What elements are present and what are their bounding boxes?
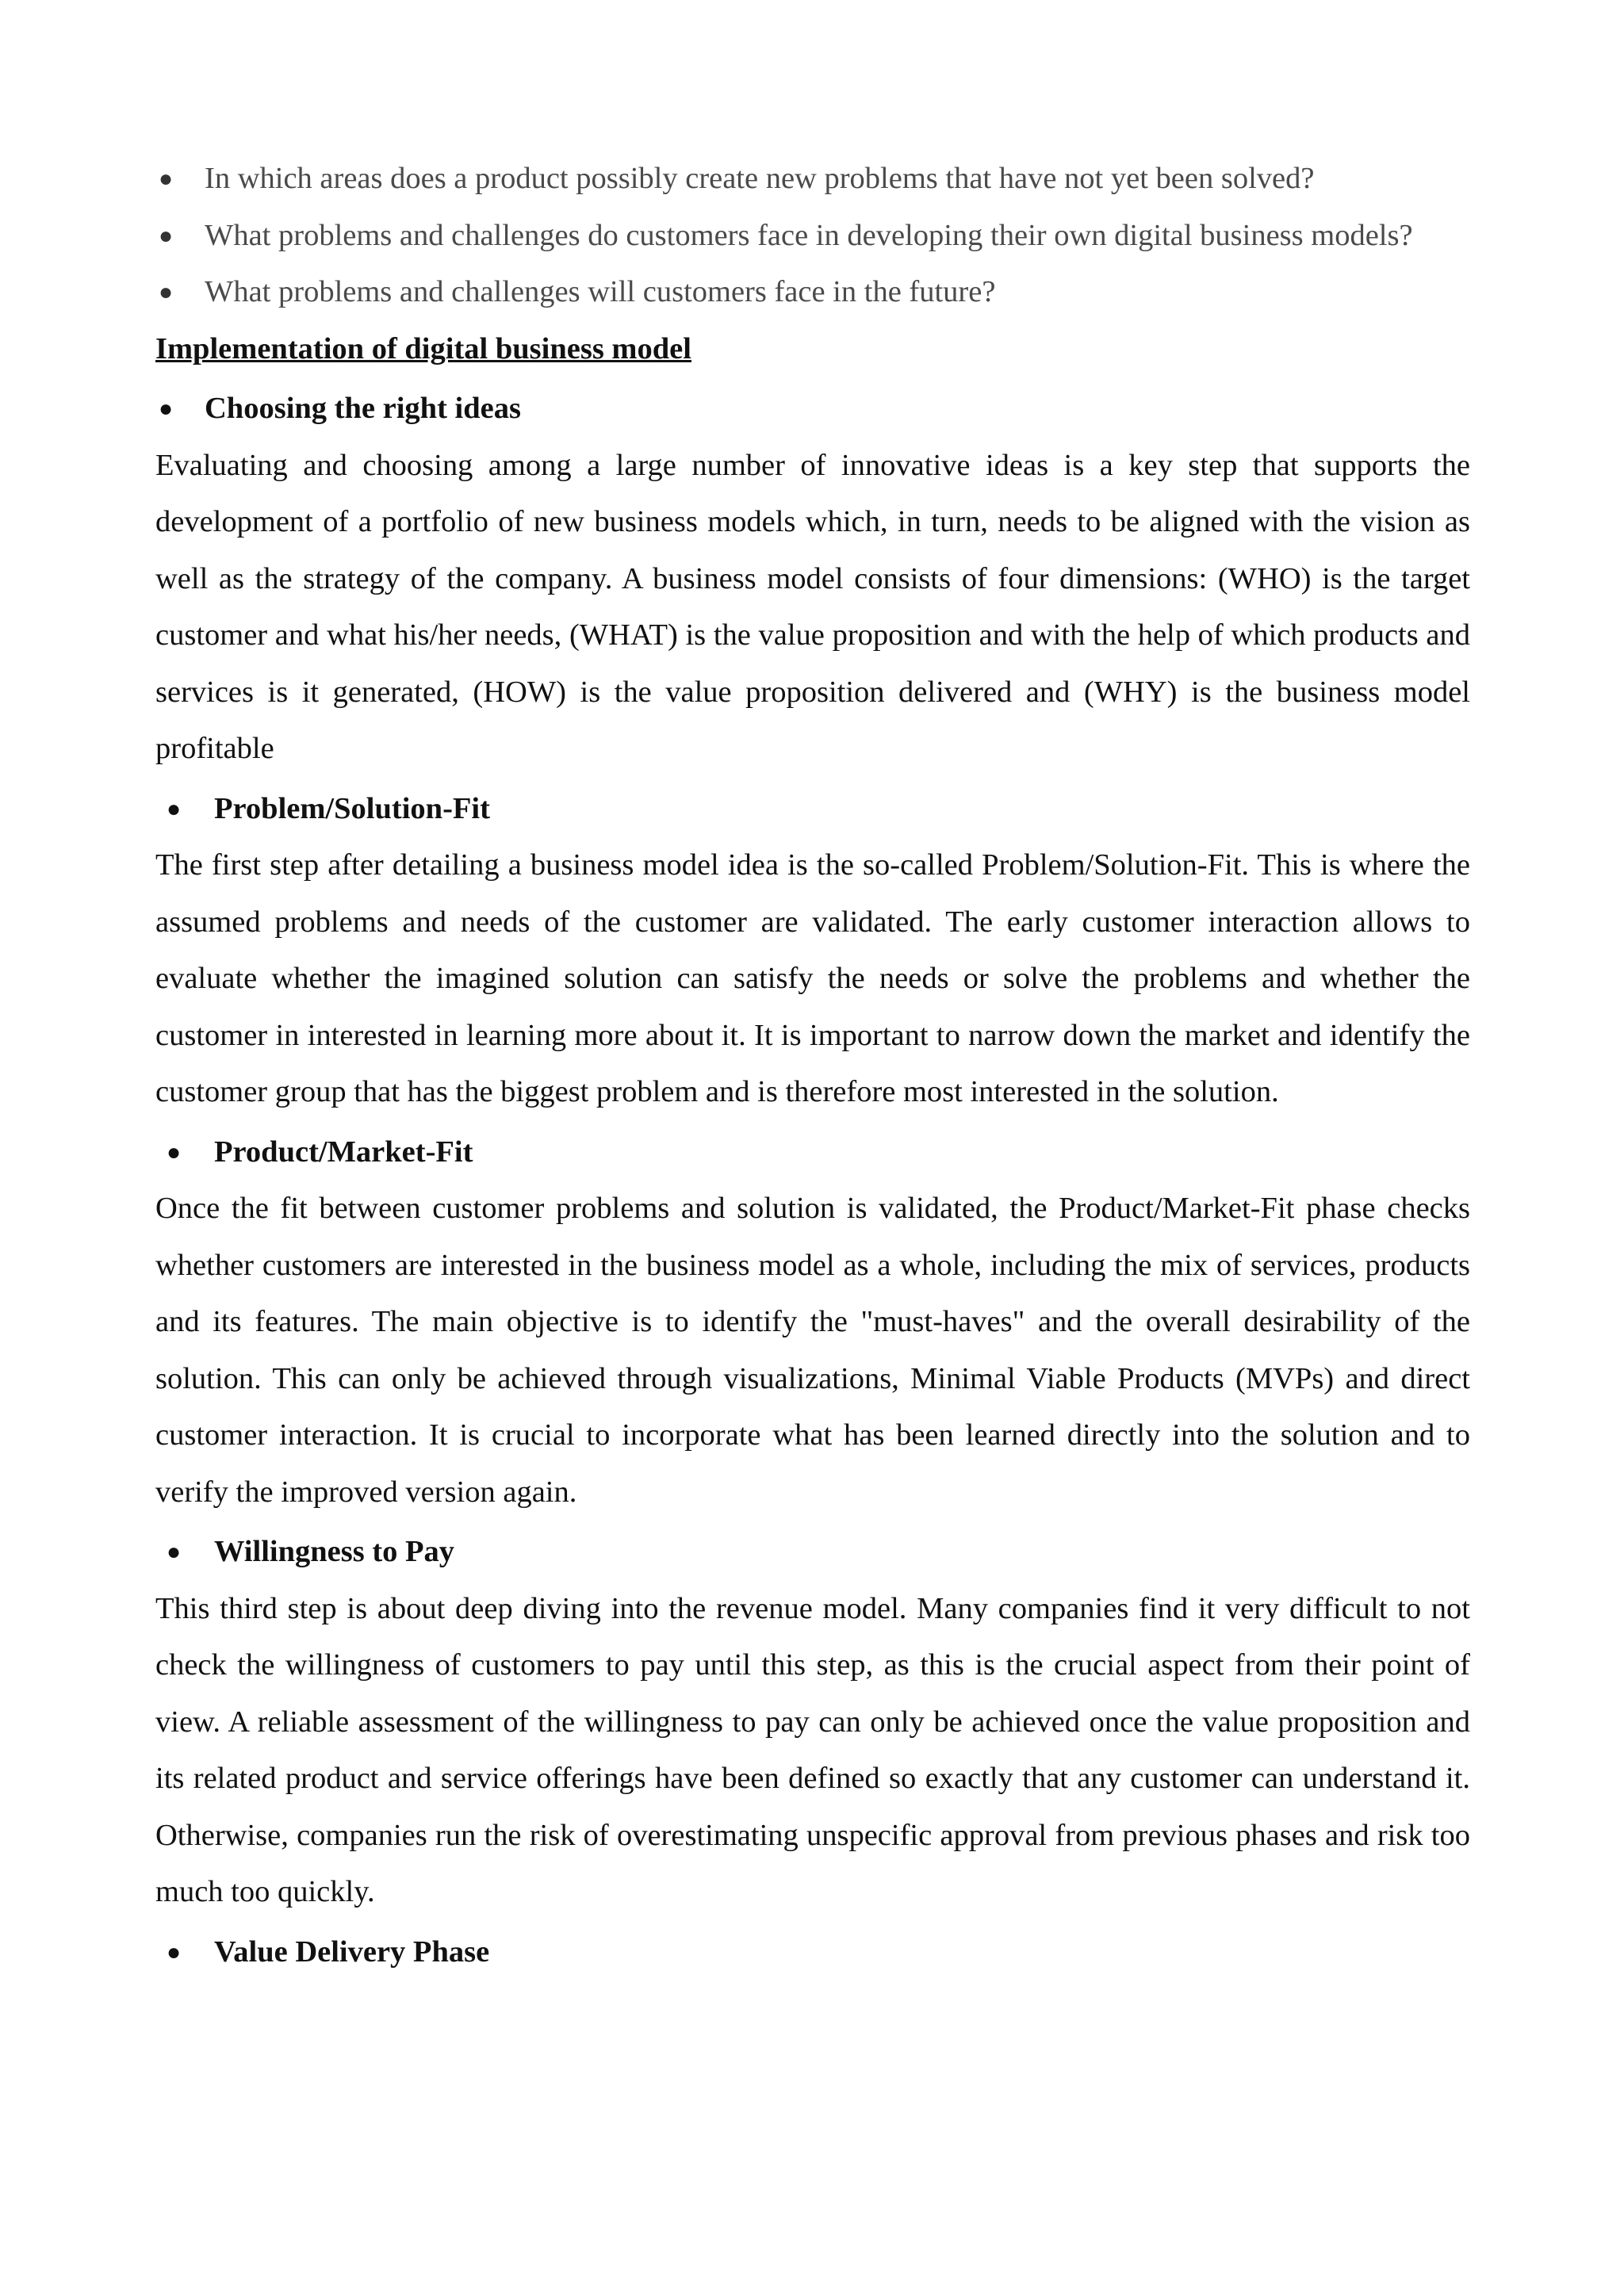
list-item: [155, 151, 1470, 208]
list-item: [155, 208, 1470, 265]
bullet-icon: ●: [167, 1539, 182, 1565]
bullet-icon: ●: [159, 222, 174, 249]
section-paragraph: Once the fit between customer problems and solution is validated, the Product/Market-Fit phase checks whether customers are interested in the business model as a whole, including the mix of services, products and its features. The main objective is to identify the "must-haves" and the overall desirability of the solution. This can only be achieved through visualizations, Minimal Viable Products (MVPs) and direct customer interaction. It is crucial to incorporate what has been learned directly into the solution and to verify the improved version again.: [155, 1192, 1470, 1509]
document-page: [155, 151, 1470, 1980]
problem-questions-list: [155, 151, 1470, 321]
section-heading: Implementation of digital business model: [155, 331, 691, 365]
bullet-icon: ●: [167, 795, 182, 822]
section-title-text: Choosing the right ideas: [205, 392, 521, 425]
list-item: [155, 264, 1470, 321]
bullet-icon: ●: [159, 166, 174, 192]
section-title: [155, 1524, 1470, 1581]
section-title: [155, 1924, 1470, 1981]
section-paragraph: The first step after detailing a business model idea is the so-called Problem/Solution-Fit. This is where the assumed problems and needs of the customer are validated. The early customer interaction allows to evaluate whether the imagined solution can satisfy the needs or solve the problems and whether the customer in interested in learning more about it. It is important to narrow down the market and identify the customer group that has the biggest problem and is therefore most interested in the solution.: [155, 848, 1470, 1108]
list-item-text: What problems and challenges will customers face in the future?: [205, 275, 996, 308]
bullet-icon: ●: [167, 1138, 182, 1165]
section-title: [155, 381, 1470, 438]
section-title: [155, 781, 1470, 838]
list-item-text: What problems and challenges do customers face in developing their own digital business models?: [205, 218, 1413, 252]
section-title-text: Problem/Solution-Fit: [214, 791, 490, 825]
section-title: [155, 1124, 1470, 1181]
section-title-text: Willingness to Pay: [214, 1535, 455, 1568]
bullet-icon: ●: [159, 279, 174, 305]
bullet-icon: ●: [167, 1938, 182, 1965]
bullet-icon: ●: [159, 396, 174, 422]
list-item-text: In which areas does a product possibly create new problems that have not yet been solved?: [205, 162, 1315, 195]
section-paragraph: This third step is about deep diving into the revenue model. Many companies find it very difficult to not check the willingness of customers to pay until this step, as this is the crucial aspect from their point of view. A reliable assessment of the willingness to pay can only be achieved once the value proposition and its related product and service offerings have been defined so exactly that any customer can understand it. Otherwise, companies run the risk of overestimating unspecific approval from previous phases and risk too much too quickly.: [155, 1591, 1470, 1908]
section-paragraph: Evaluating and choosing among a large number of innovative ideas is a key step that supports the development of a portfolio of new business models which, in turn, needs to be aligned with the vision as well as the strategy of the company. A business model consists of four dimensions: (WHO) is the target customer and what his/her needs, (WHAT) is the value proposition and with the help of which products and services is it generated, (HOW) is the value proposition delivered and (WHY) is the business model profitable: [155, 448, 1470, 765]
section-title-text: Value Delivery Phase: [214, 1934, 490, 1969]
section-title-text: Product/Market-Fit: [214, 1135, 473, 1169]
